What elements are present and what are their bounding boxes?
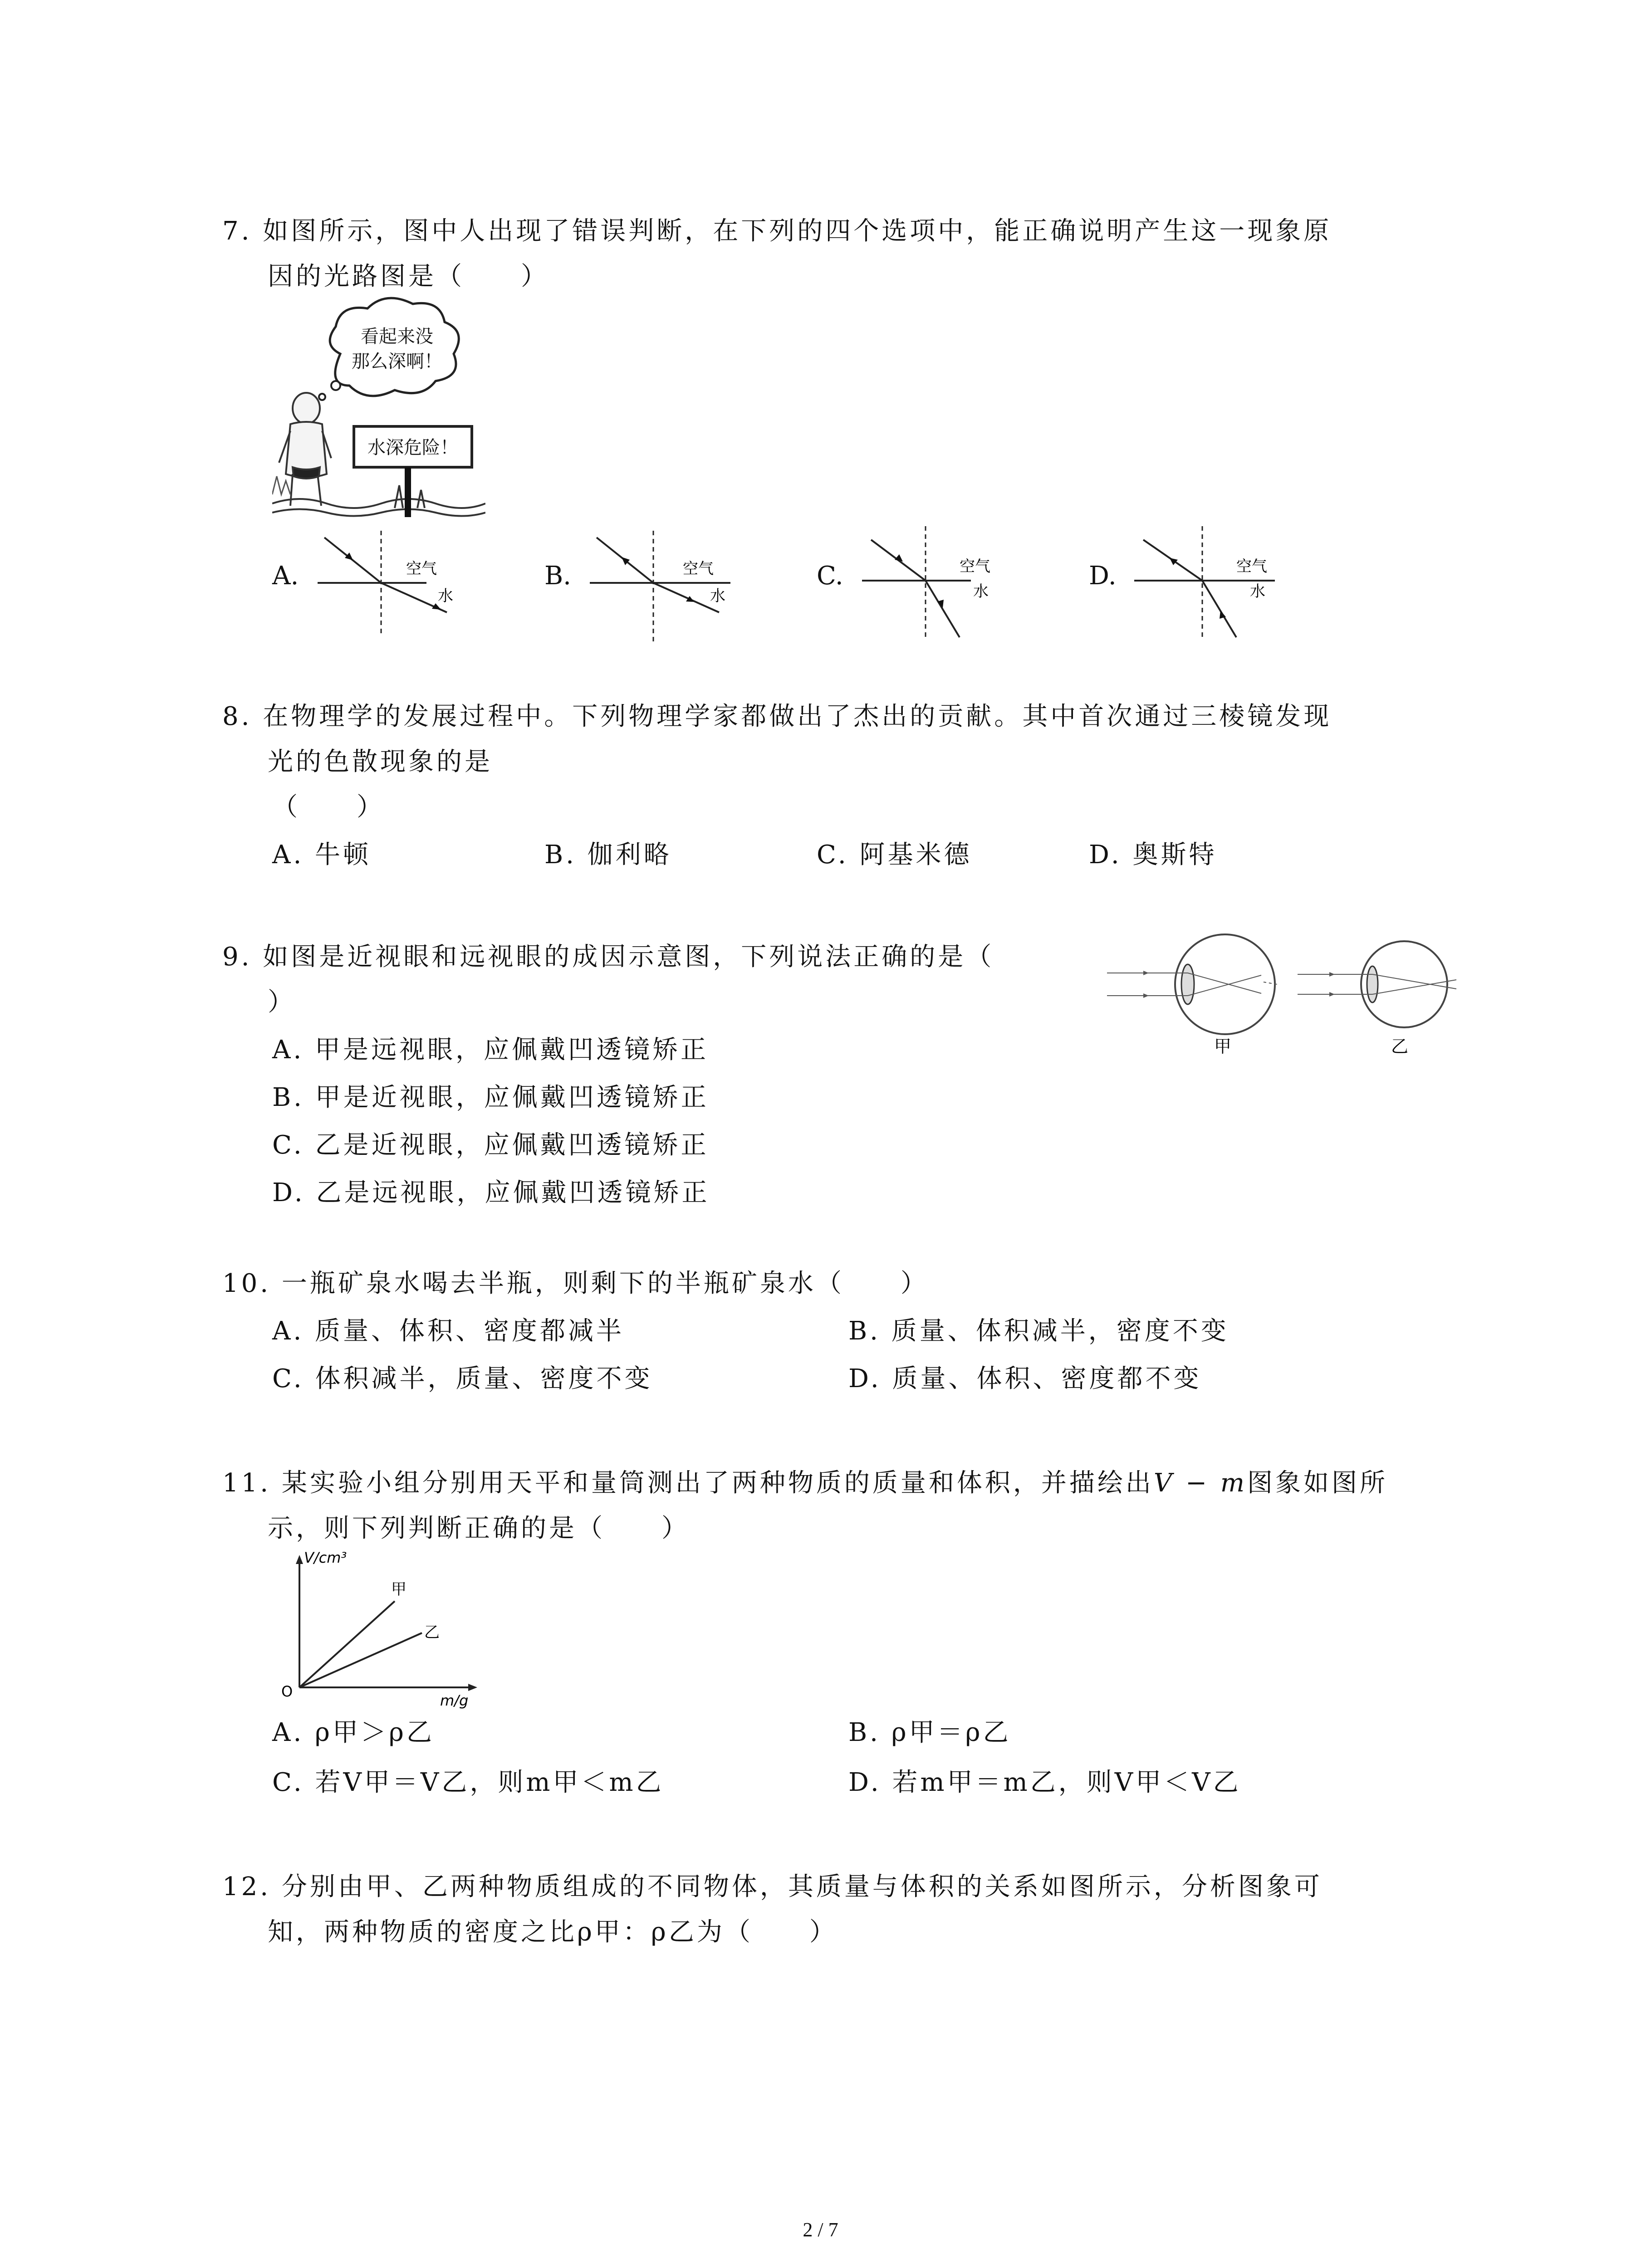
eye-diagrams: [1107, 925, 1470, 1061]
air-label: 空气: [1236, 557, 1267, 576]
graph-ylabel: V/cm³: [304, 1549, 347, 1566]
graph-origin: O: [281, 1683, 293, 1700]
thought-text-2: 那么深啊！: [352, 351, 442, 372]
q10-option-d: D. 质量、体积、密度都不变: [848, 1364, 1202, 1393]
q11-line2: 示，则下列判断正确的是（ ）: [268, 1514, 690, 1543]
q9-line1: 9. 如图是近视眼和远视眼的成因示意图，下列说法正确的是（: [222, 942, 994, 972]
q7-line1: 7. 如图所示，图中人出现了错误判断，在下列的四个选项中，能正确说明产生这一现象原: [222, 216, 1332, 246]
water-label: 水: [438, 587, 453, 605]
q7-option-d-label: D.: [1089, 561, 1117, 591]
eye-diagram-jia: [1107, 934, 1277, 1056]
water-label: 水: [973, 582, 989, 601]
q11-graph: [272, 1547, 481, 1710]
air-label: 空气: [683, 560, 714, 578]
q7-line2: 因的光路图是（ ）: [268, 262, 549, 291]
q10-line1: 10. 一瓶矿泉水喝去半瓶，则剩下的半瓶矿泉水（ ）: [222, 1269, 929, 1298]
air-label: 空气: [406, 560, 437, 578]
q9-option-a: A. 甲是远视眼，应佩戴凹透镜矫正: [272, 1035, 709, 1065]
q7-option-c-label: C.: [817, 561, 843, 591]
q10-option-a: A. 质量、体积、密度都减半: [272, 1316, 625, 1346]
q8-option-d: D. 奥斯特: [1089, 840, 1217, 870]
q12-line1: 12. 分别由甲、乙两种物质组成的不同物体，其质量与体积的关系如图所示，分析图象可: [222, 1872, 1323, 1901]
q12-line2: 知，两种物质的密度之比ρ甲：ρ乙为（ ）: [268, 1917, 838, 1947]
q10-option-b: B. 质量、体积减半，密度不变: [848, 1316, 1229, 1346]
page-number: 2 / 7: [803, 2219, 838, 2241]
q11-option-a: A. ρ甲＞ρ乙: [272, 1718, 435, 1747]
q8-option-b: B. 伽利略: [544, 840, 672, 870]
q11-variable: V − m: [1153, 1468, 1247, 1498]
q7-diagram-d: [1130, 522, 1279, 644]
q11-line1-part-a: 11. 某实验小组分别用天平和量筒测出了两种物质的质量和体积，并描绘出: [222, 1468, 1154, 1498]
q11-option-d: D. 若m甲＝m乙，则V甲＜V乙: [848, 1768, 1241, 1797]
series-label-yi: 乙: [424, 1623, 440, 1642]
q9-option-d: D. 乙是远视眼，应佩戴凹透镜矫正: [272, 1178, 710, 1207]
q7-option-b-label: B.: [544, 561, 571, 591]
cartoon-illustration: [272, 295, 485, 522]
eye-diagram-yi: [1298, 941, 1456, 1056]
water-label: 水: [1250, 582, 1265, 601]
q8-line3: （ ）: [272, 792, 385, 822]
q8-option-c: C. 阿基米德: [817, 840, 972, 870]
q7-diagram-b: [585, 526, 735, 649]
person-figure: [279, 393, 331, 506]
sign-text: 水深危险！: [367, 437, 458, 458]
q8-line1: 8. 在物理学的发展过程中。下列物理学家都做出了杰出的贡献。其中首次通过三棱镜发现: [222, 702, 1332, 731]
q11-line1-part-b: 图象如图所: [1247, 1468, 1388, 1498]
q9-line2: ）: [268, 987, 296, 1017]
thought-text-1: 看起来没: [361, 326, 433, 347]
eye-label-yi: 乙: [1391, 1036, 1409, 1056]
q11-line1: [222, 1461, 1388, 1506]
q9-option-b: B. 甲是近视眼，应佩戴凹透镜矫正: [272, 1083, 709, 1112]
q10-option-c: C. 体积减半，质量、密度不变: [272, 1364, 653, 1393]
graph-xlabel: m/g: [440, 1692, 469, 1709]
q7-diagram-c: [857, 522, 1007, 644]
q7-diagram-a: [313, 526, 463, 640]
q7-option-a-label: A.: [272, 561, 299, 591]
series-label-jia: 甲: [391, 1580, 407, 1598]
air-label: 空气: [960, 557, 990, 576]
q8-line2: 光的色散现象的是: [268, 747, 493, 777]
q11-option-c: C. 若V甲＝V乙，则m甲＜m乙: [272, 1768, 664, 1797]
q11-option-b: B. ρ甲＝ρ乙: [848, 1718, 1011, 1747]
water-label: 水: [710, 587, 725, 605]
q8-option-a: A. 牛顿: [272, 840, 372, 870]
eye-label-jia: 甲: [1214, 1036, 1232, 1056]
q9-option-c: C. 乙是近视眼，应佩戴凹透镜矫正: [272, 1130, 709, 1160]
